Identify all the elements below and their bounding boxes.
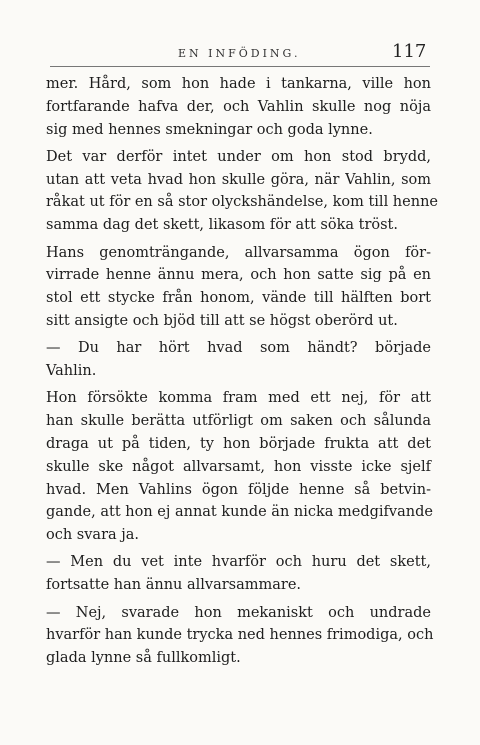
text-line: Hon försökte komma fram med ett nej, för att (46, 390, 431, 407)
text-line: gande, att hon ej annat kunde än nicka medgifvande (46, 504, 433, 521)
text-line: och svara ja. (46, 527, 140, 544)
text-line: — Nej, svarade hon mekaniskt och undrade (46, 604, 431, 621)
text-line: mer. Hård, som hon hade i tankarna, ville hon (46, 76, 431, 92)
text-line: Hans genomträngande, allvarsamma ögon för- (46, 244, 431, 261)
text-line: glada lynne så fullkomligt. (46, 650, 241, 667)
text-line: virrade henne ännu mera, och hon satte sig på en (46, 267, 431, 284)
running-header (0, 38, 480, 68)
header-rule (50, 66, 430, 67)
text-line: stol ett stycke från honom, vände till hälften bort (46, 290, 431, 307)
text-line: fortfarande hafva der, och Vahlin skulle nog nöja (46, 98, 431, 115)
text-line: råkat ut för en så stor olyckshändelse, kom till henne (46, 194, 438, 211)
text-line: han skulle berätta utförligt om saken och sålunda (46, 413, 431, 430)
text-line: hvad. Men Vahlins ögon följde henne så betvin- (46, 481, 431, 498)
text-line: fortsatte han ännu allvarsammare. (46, 577, 302, 594)
body-text (46, 73, 438, 670)
text-line: skulle ske något allvarsamt, hon visste icke sjelf (46, 458, 431, 475)
text-line: sig med hennes smekningar och goda lynne. (46, 121, 373, 138)
text-line: Det var derför intet under om hon stod brydd, (46, 148, 431, 165)
text-line: — Du har hört hvad som händt? började (46, 340, 431, 357)
text-line: hvarför han kunde trycka ned hennes frimodiga, och (46, 627, 434, 644)
text-line: — Men du vet inte hvarför och huru det skett, (46, 554, 431, 571)
text-line: sitt ansigte och bjöd till att se högst oberörd ut. (46, 312, 398, 329)
running-title: EN INFÖDING. (178, 47, 301, 60)
page-number: 117 (392, 41, 427, 62)
text-line: samma dag det skett, likasom för att söka tröst. (46, 217, 398, 234)
text-line: Vahlin. (46, 363, 97, 380)
text-line: utan att veta hvad hon skulle göra, när Vahlin, som (46, 171, 431, 188)
text-line: draga ut på tiden, ty hon började frukta att det (46, 435, 431, 452)
